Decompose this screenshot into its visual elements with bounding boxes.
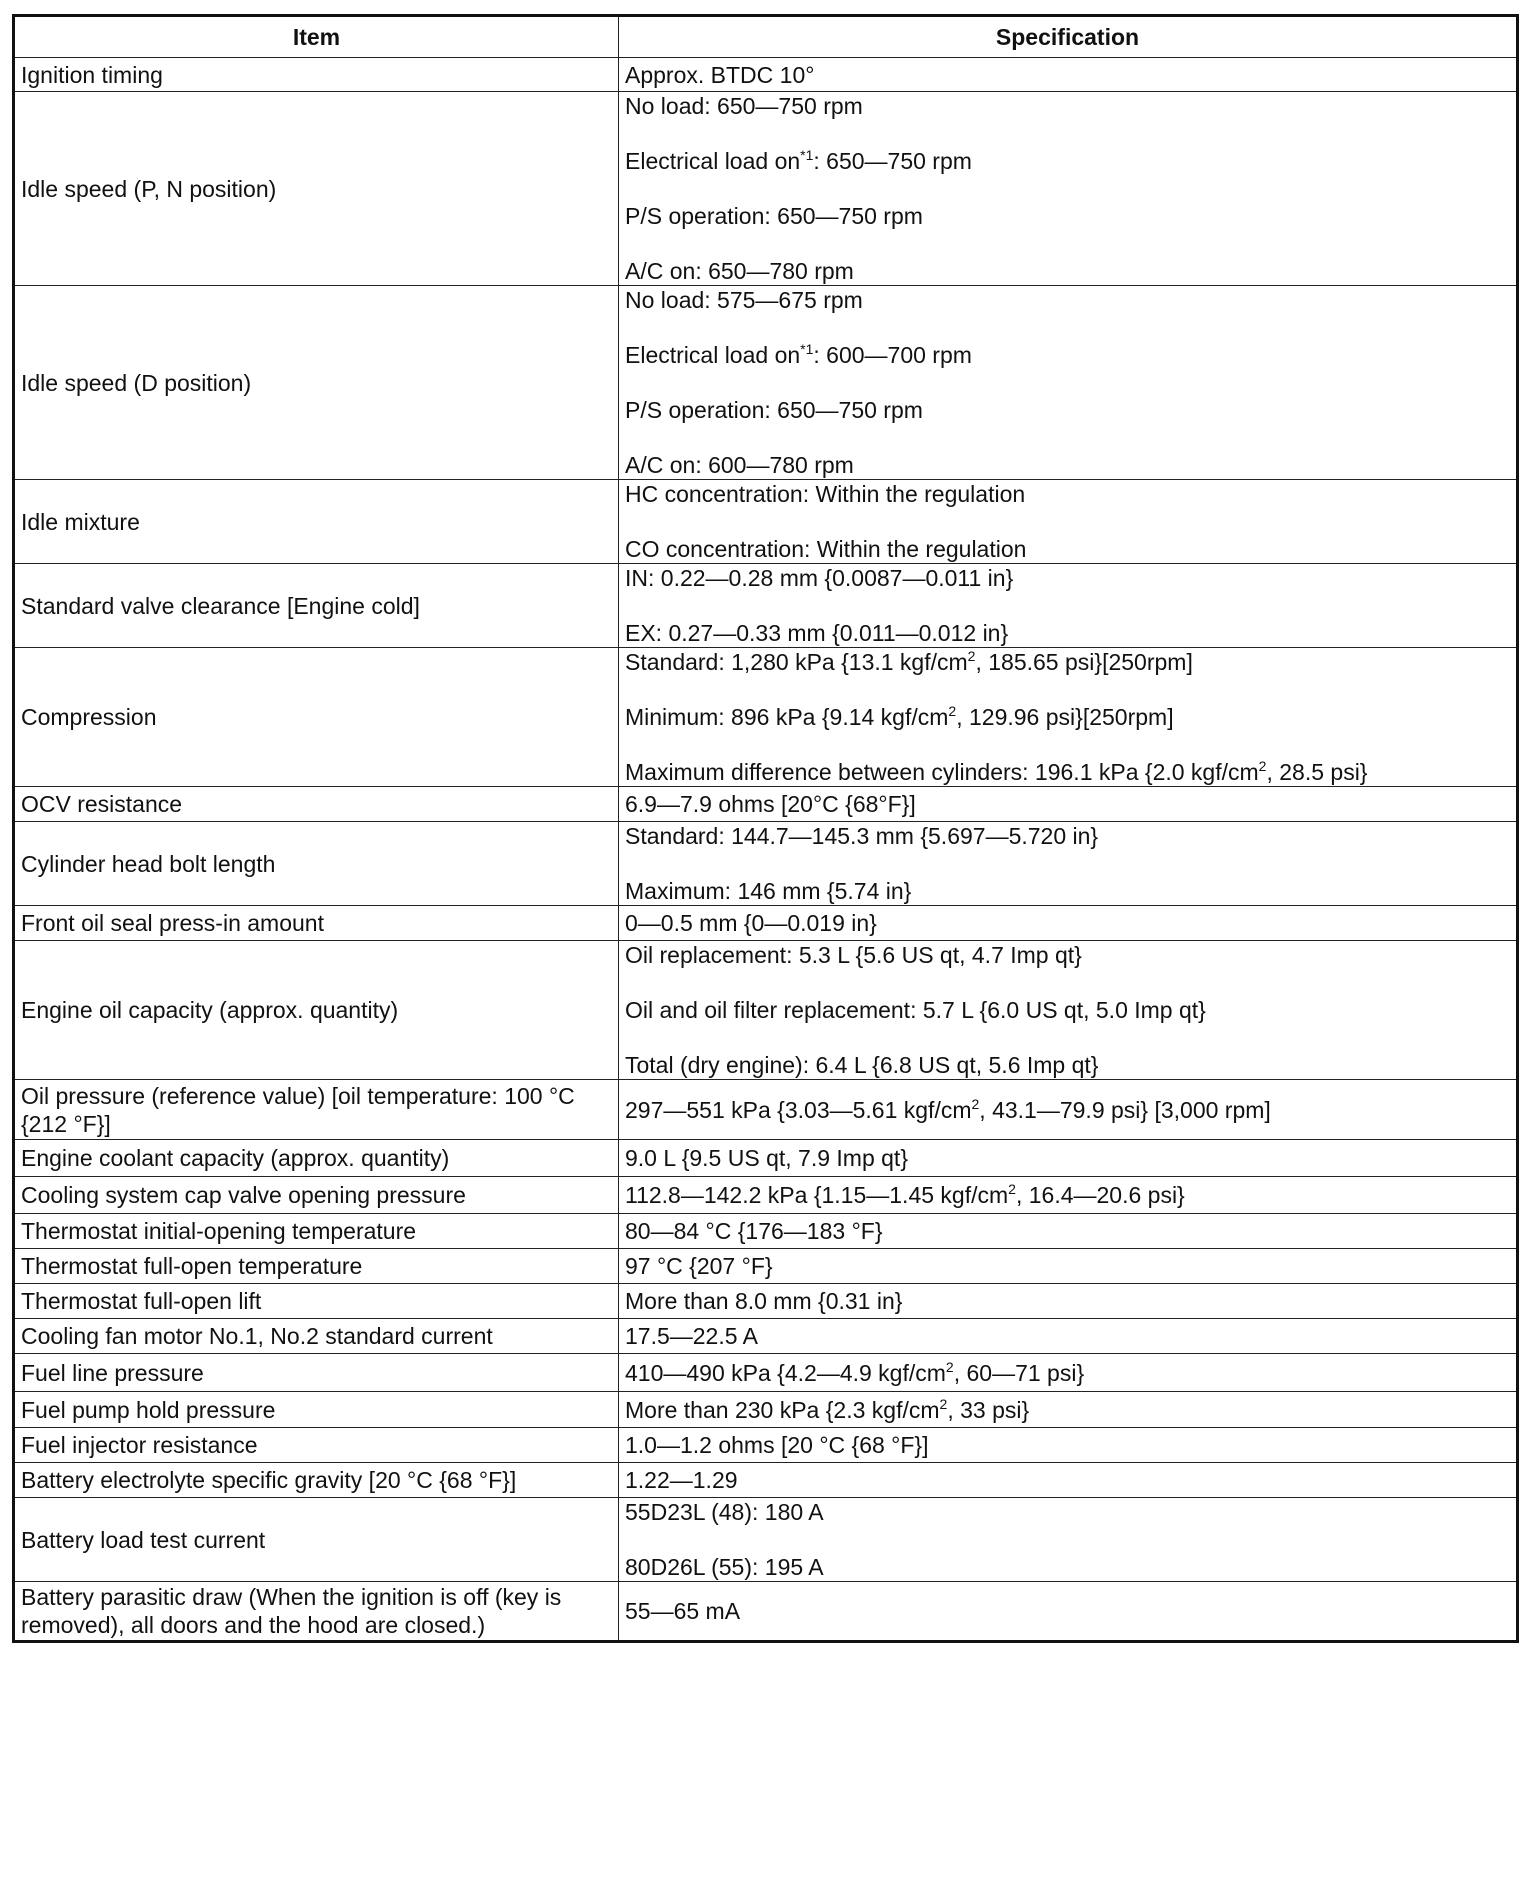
- item-cell: Fuel pump hold pressure: [14, 1392, 619, 1428]
- spec-table-container: [12, 14, 1516, 1643]
- specification-cell: [619, 58, 1518, 92]
- specification-cell: [619, 1177, 1518, 1214]
- specification-text: , 28.5 psi}: [1266, 759, 1368, 785]
- superscript: 2: [967, 648, 976, 664]
- superscript: *1: [800, 341, 814, 357]
- specification-line: 9.0 L {9.5 US qt, 7.9 Imp qt}: [625, 1145, 908, 1171]
- specification-line: IN: 0.22—0.28 mm {0.0087—0.011 in}: [625, 565, 1014, 591]
- specification-text: Electrical load on: [625, 148, 801, 174]
- item-cell: Cylinder head bolt length: [14, 822, 619, 906]
- specification-cell: [619, 648, 1518, 787]
- table-row: [14, 941, 1518, 1080]
- specification-text: 297—551 kPa {3.03—5.61 kgf/cm: [625, 1096, 972, 1123]
- specification-line: P/S operation: 650—750 rpm: [625, 397, 923, 423]
- specification-line: Oil replacement: 5.3 L {5.6 US qt, 4.7 Imp qt}: [625, 942, 1082, 968]
- specification-cell: [619, 1428, 1518, 1463]
- specification-line: [625, 341, 1510, 369]
- specification-line: No load: 650—750 rpm: [625, 93, 863, 119]
- specification-line: [625, 1359, 1510, 1387]
- item-cell: OCV resistance: [14, 787, 619, 822]
- specification-line: 97 °C {207 °F}: [625, 1253, 773, 1279]
- table-row: [14, 286, 1518, 480]
- specification-cell: [619, 1214, 1518, 1249]
- item-cell: Standard valve clearance [Engine cold]: [14, 564, 619, 648]
- table-row: [14, 564, 1518, 648]
- specification-text: , 33 psi}: [947, 1396, 1030, 1423]
- specification-text: Maximum difference between cylinders: 196.1 kPa {2.0 kgf/cm: [625, 759, 1259, 785]
- specification-cell: [619, 1498, 1518, 1582]
- table-row: [14, 1428, 1518, 1463]
- specification-text: 112.8—142.2 kPa {1.15—1.45 kgf/cm: [625, 1182, 1009, 1208]
- specification-line: More than 8.0 mm {0.31 in}: [625, 1288, 903, 1314]
- specification-text: , 43.1—79.9 psi} [3,000 rpm]: [979, 1096, 1271, 1123]
- item-cell: Battery electrolyte specific gravity [20 °C {68 °F}]: [14, 1463, 619, 1498]
- table-row: [14, 1177, 1518, 1214]
- specification-cell: [619, 1463, 1518, 1498]
- specification-line: 1.0—1.2 ohms [20 °C {68 °F}]: [625, 1432, 929, 1458]
- item-cell: Battery parasitic draw (When the ignition is off (key is removed), all doors and the hood are closed.): [14, 1582, 619, 1642]
- specification-cell: [619, 787, 1518, 822]
- specification-text: Electrical load on: [625, 342, 801, 368]
- table-row: [14, 648, 1518, 787]
- specification-cell: [619, 1392, 1518, 1428]
- specification-line: [625, 1181, 1510, 1209]
- table-row: [14, 906, 1518, 941]
- specification-text: More than 230 kPa {2.3 kgf/cm: [625, 1396, 940, 1423]
- item-cell: Idle mixture: [14, 480, 619, 564]
- specification-line: CO concentration: Within the regulation: [625, 536, 1027, 562]
- specification-cell: [619, 906, 1518, 941]
- item-cell: Compression: [14, 648, 619, 787]
- specification-cell: [619, 822, 1518, 906]
- superscript: 2: [1258, 758, 1267, 774]
- specification-text: : 650—750 rpm: [813, 148, 972, 174]
- specification-table: [12, 14, 1519, 1643]
- item-cell: Idle speed (P, N position): [14, 92, 619, 286]
- item-cell: Engine coolant capacity (approx. quantity): [14, 1140, 619, 1177]
- table-header-row: [14, 16, 1518, 58]
- superscript: 2: [939, 1395, 948, 1412]
- specification-cell: [619, 286, 1518, 480]
- specification-line: P/S operation: 650—750 rpm: [625, 203, 923, 229]
- specification-cell: [619, 1080, 1518, 1140]
- table-row: [14, 822, 1518, 906]
- table-row: [14, 787, 1518, 822]
- item-cell: Cooling system cap valve opening pressure: [14, 1177, 619, 1214]
- table-row: [14, 1354, 1518, 1392]
- superscript: *1: [800, 147, 814, 163]
- table-row: [14, 92, 1518, 286]
- item-cell: Engine oil capacity (approx. quantity): [14, 941, 619, 1080]
- specification-cell: [619, 1582, 1518, 1642]
- superscript: 2: [948, 703, 957, 719]
- superscript: 2: [971, 1095, 980, 1112]
- specification-line: Maximum: 146 mm {5.74 in}: [625, 878, 912, 904]
- item-cell: Fuel line pressure: [14, 1354, 619, 1392]
- specification-cell: [619, 1319, 1518, 1354]
- column-header-item: Item: [14, 16, 619, 58]
- specification-cell: [619, 480, 1518, 564]
- table-row: [14, 1392, 1518, 1428]
- specification-line: [625, 1396, 1510, 1424]
- superscript: 2: [945, 1358, 954, 1375]
- specification-line: 6.9—7.9 ohms [20°C {68°F}]: [625, 791, 916, 817]
- specification-text: 410—490 kPa {4.2—4.9 kgf/cm: [625, 1359, 946, 1386]
- specification-line: HC concentration: Within the regulation: [625, 481, 1026, 507]
- table-row: [14, 1284, 1518, 1319]
- specification-line: 1.22—1.29: [625, 1467, 738, 1493]
- specification-line: Standard: 144.7—145.3 mm {5.697—5.720 in}: [625, 823, 1099, 849]
- specification-line: [625, 1096, 1510, 1124]
- item-cell: Oil pressure (reference value) [oil temperature: 100 °C {212 °F}]: [14, 1080, 619, 1140]
- table-row: [14, 1080, 1518, 1140]
- specification-cell: [619, 1140, 1518, 1177]
- specification-cell: [619, 1354, 1518, 1392]
- specification-line: 55D23L (48): 180 A: [625, 1499, 824, 1525]
- item-cell: Thermostat full-open temperature: [14, 1249, 619, 1284]
- table-row: [14, 1319, 1518, 1354]
- specification-text: , 16.4—20.6 psi}: [1015, 1182, 1185, 1208]
- specification-cell: [619, 1249, 1518, 1284]
- specification-cell: [619, 941, 1518, 1080]
- specification-line: [625, 703, 1510, 731]
- item-cell: Thermostat initial-opening temperature: [14, 1214, 619, 1249]
- specification-line: 80—84 °C {176—183 °F}: [625, 1218, 883, 1244]
- specification-line: A/C on: 600—780 rpm: [625, 452, 854, 478]
- item-cell: Front oil seal press-in amount: [14, 906, 619, 941]
- specification-cell: [619, 92, 1518, 286]
- specification-line: 55—65 mA: [625, 1598, 741, 1624]
- item-cell: Thermostat full-open lift: [14, 1284, 619, 1319]
- specification-line: A/C on: 650—780 rpm: [625, 258, 854, 284]
- specification-line: No load: 575—675 rpm: [625, 287, 863, 313]
- specification-line: Oil and oil filter replacement: 5.7 L {6.0 US qt, 5.0 Imp qt}: [625, 997, 1206, 1023]
- table-row: [14, 480, 1518, 564]
- specification-line: Total (dry engine): 6.4 L {6.8 US qt, 5.6 Imp qt}: [625, 1052, 1099, 1078]
- specification-line: Approx. BTDC 10°: [625, 61, 815, 88]
- specification-line: [625, 758, 1510, 786]
- table-row: [14, 58, 1518, 92]
- specification-text: Standard: 1,280 kPa {13.1 kgf/cm: [625, 649, 968, 675]
- superscript: 2: [1008, 1181, 1016, 1197]
- specification-line: 17.5—22.5 A: [625, 1323, 758, 1349]
- specification-cell: [619, 1284, 1518, 1319]
- item-cell: Fuel injector resistance: [14, 1428, 619, 1463]
- table-row: [14, 1463, 1518, 1498]
- specification-line: 80D26L (55): 195 A: [625, 1554, 824, 1580]
- column-header-specification: Specification: [619, 16, 1518, 58]
- specification-cell: [619, 564, 1518, 648]
- table-row: [14, 1140, 1518, 1177]
- specification-text: , 185.65 psi}[250rpm]: [975, 649, 1193, 675]
- table-row: [14, 1214, 1518, 1249]
- specification-text: , 60—71 psi}: [953, 1359, 1085, 1386]
- table-row: [14, 1582, 1518, 1642]
- specification-line: EX: 0.27—0.33 mm {0.011—0.012 in}: [625, 620, 1009, 646]
- item-cell: Idle speed (D position): [14, 286, 619, 480]
- specification-line: [625, 648, 1510, 676]
- item-cell: Cooling fan motor No.1, No.2 standard current: [14, 1319, 619, 1354]
- table-body: [14, 58, 1518, 1642]
- table-row: [14, 1249, 1518, 1284]
- table-row: [14, 1498, 1518, 1582]
- item-cell: Ignition timing: [14, 58, 619, 92]
- specification-text: , 129.96 psi}[250rpm]: [956, 704, 1174, 730]
- specification-line: 0—0.5 mm {0—0.019 in}: [625, 910, 877, 936]
- specification-text: : 600—700 rpm: [813, 342, 972, 368]
- specification-text: Minimum: 896 kPa {9.14 kgf/cm: [625, 704, 949, 730]
- item-cell: Battery load test current: [14, 1498, 619, 1582]
- specification-line: [625, 147, 1510, 175]
